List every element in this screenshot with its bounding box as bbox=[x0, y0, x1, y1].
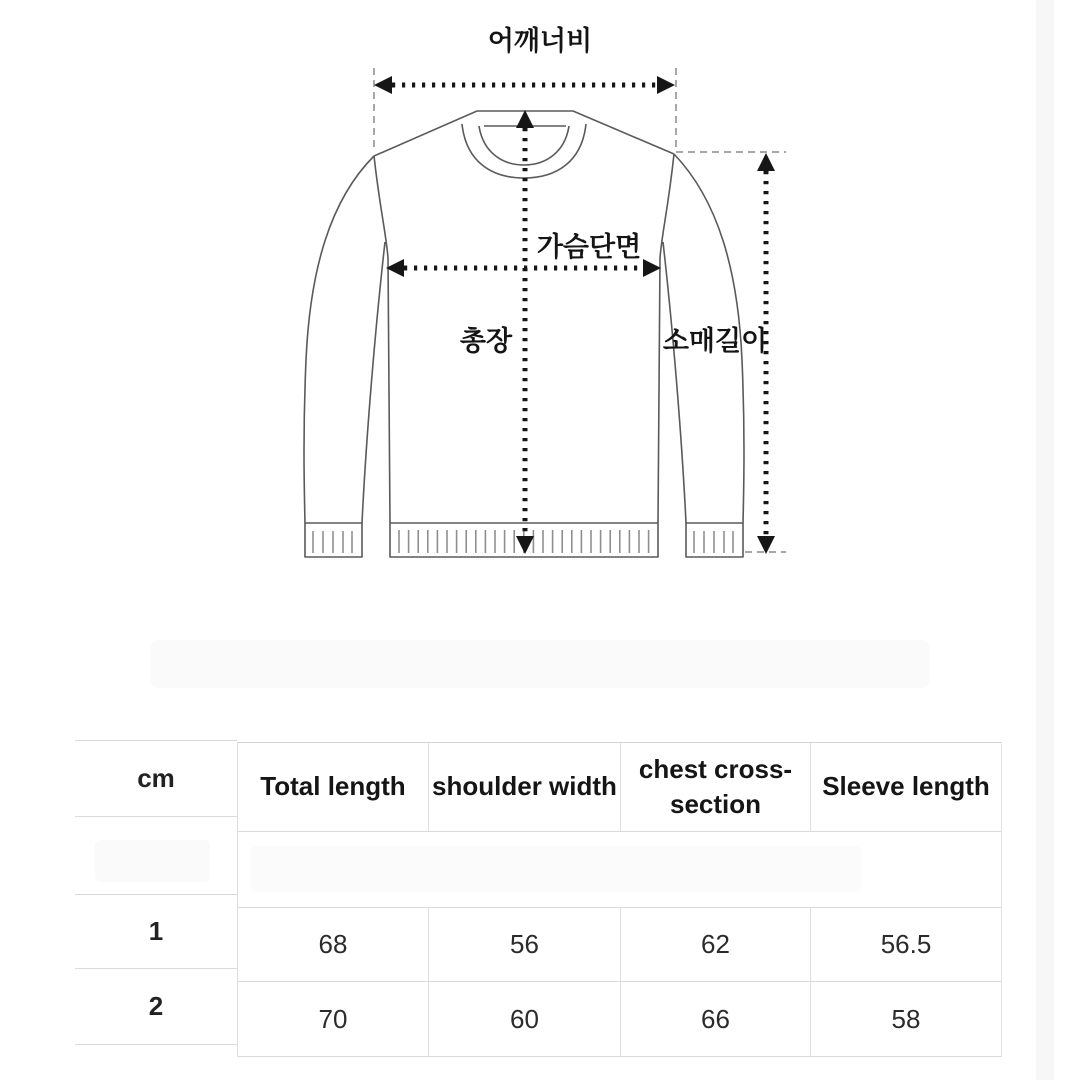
size-row-label: 2 bbox=[75, 969, 237, 1045]
arrowhead-length-bottom bbox=[516, 536, 534, 554]
size-table bbox=[237, 742, 1002, 1057]
arrowhead-chest-right bbox=[643, 259, 661, 277]
cell-sleeve-length: 58 bbox=[891, 1003, 921, 1034]
label-sleeve-length: 소매길이 bbox=[662, 326, 768, 356]
redacted-size-cell bbox=[75, 817, 237, 895]
col-header-total-length: Total length bbox=[238, 743, 429, 831]
size-table-unit-column bbox=[75, 740, 237, 1045]
cell-chest-cross-section: 62 bbox=[621, 908, 811, 981]
cell-chest-cross-section: 66 bbox=[621, 982, 811, 1056]
redacted-box bbox=[95, 840, 210, 882]
table-row bbox=[238, 908, 1001, 982]
size-row-label: 1 bbox=[75, 895, 237, 969]
arrowheads bbox=[374, 76, 775, 554]
size-table-header-row bbox=[238, 743, 1001, 832]
cell-shoulder-width: 60 bbox=[429, 982, 621, 1056]
label-total-length: 총장 bbox=[459, 326, 513, 356]
guide-lines bbox=[374, 68, 786, 552]
col-header-shoulder-width: shoulder width bbox=[429, 743, 621, 831]
redacted-row-cell bbox=[238, 832, 1001, 907]
col-header-sleeve-length: Sleeve length bbox=[822, 771, 990, 802]
redacted-row bbox=[238, 832, 1001, 908]
label-chest-cross-section: 가슴단면 bbox=[536, 232, 642, 262]
arrowhead-shoulder-left bbox=[374, 76, 392, 94]
label-shoulder-width: 어깨너비 bbox=[487, 26, 593, 56]
table-row bbox=[238, 982, 1001, 1057]
redacted-box bbox=[251, 846, 861, 892]
cell-total-length: 68 bbox=[238, 908, 429, 981]
col-header-chest-cross-section: chest cross-section bbox=[621, 743, 811, 831]
arrowhead-shoulder-right bbox=[657, 76, 675, 94]
measurement-arrows bbox=[392, 85, 766, 536]
scrollbar-track[interactable] bbox=[1036, 0, 1054, 1080]
cell-sleeve-length: 56.5 bbox=[880, 929, 932, 959]
redacted-title-band bbox=[150, 640, 930, 688]
cell-total-length: 70 bbox=[238, 982, 429, 1056]
arrowhead-sleeve-top bbox=[757, 153, 775, 171]
arrowhead-length-top bbox=[516, 110, 534, 128]
unit-header-cell: cm bbox=[75, 741, 237, 817]
cell-shoulder-width: 56 bbox=[429, 908, 621, 981]
right-sleeve-inner bbox=[663, 242, 686, 523]
left-sleeve-outer bbox=[304, 156, 374, 523]
left-sleeve-inner bbox=[362, 242, 385, 523]
body-left-edge bbox=[374, 156, 390, 523]
